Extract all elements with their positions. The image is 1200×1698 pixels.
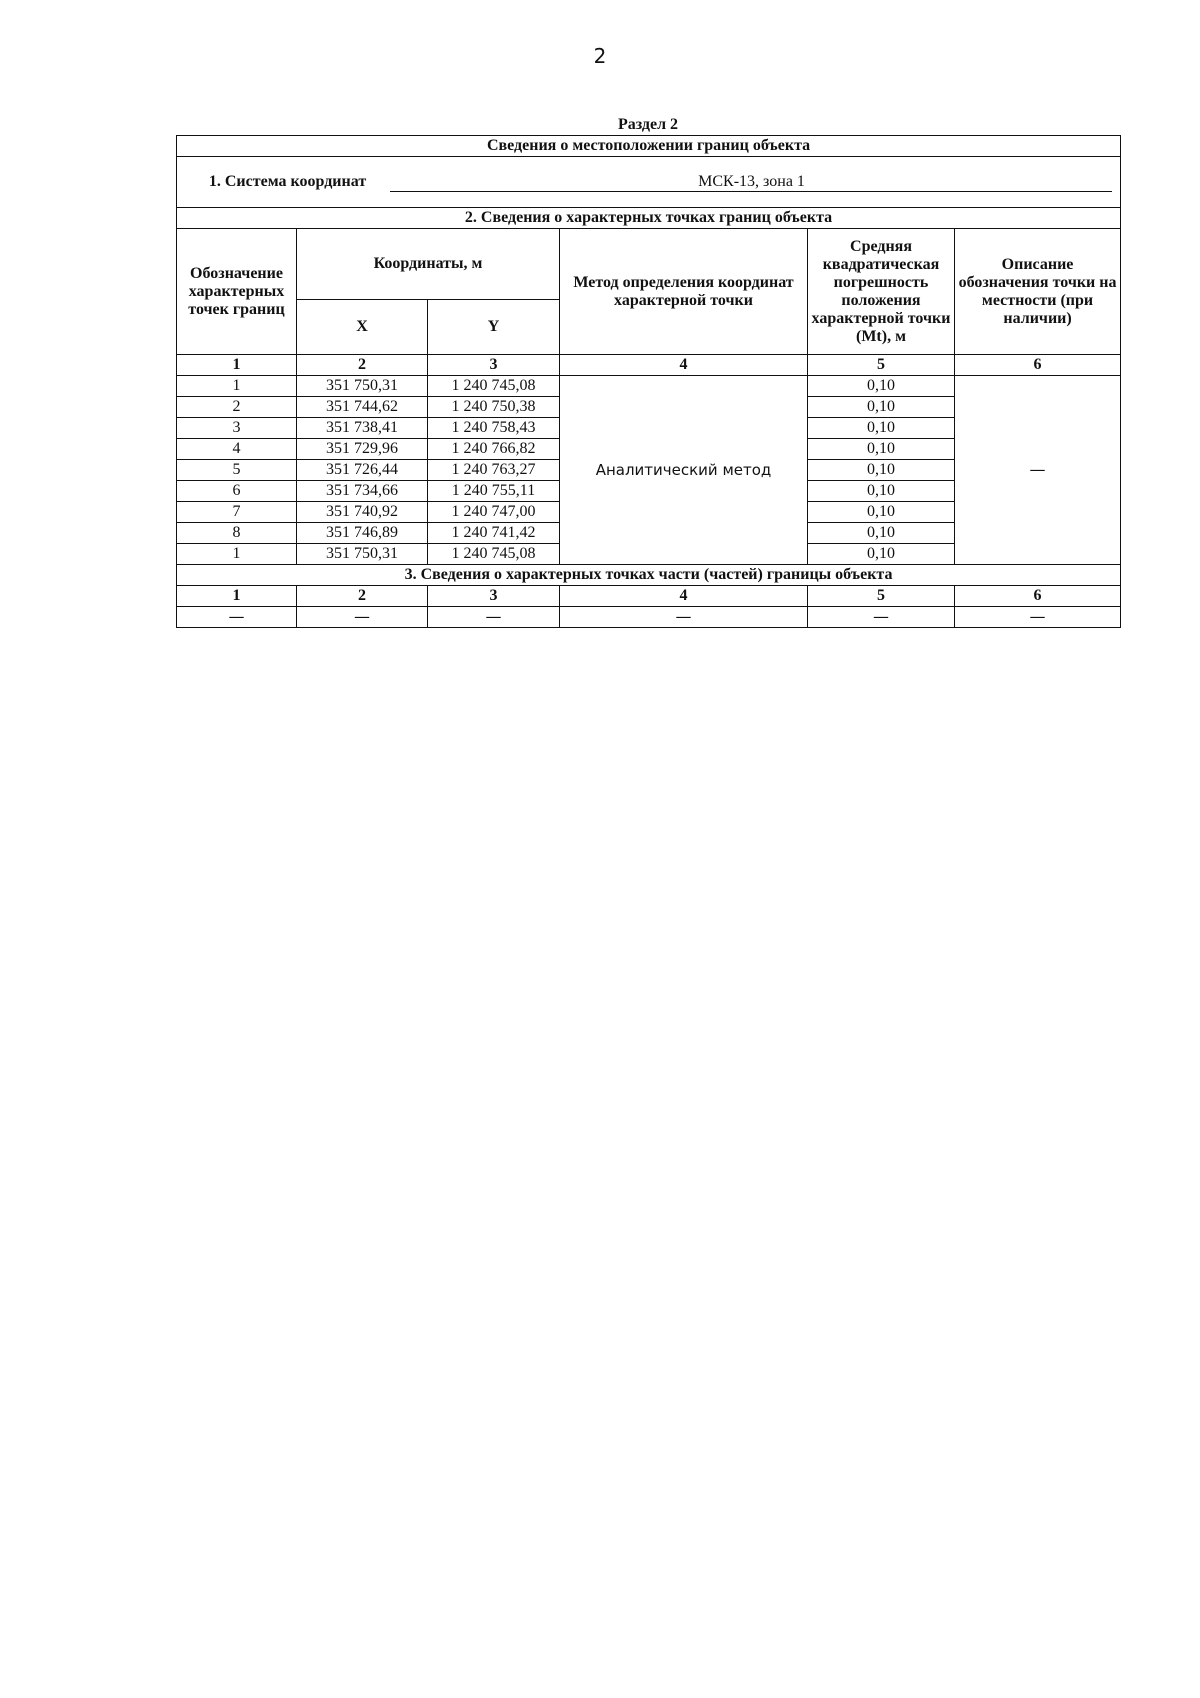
header-error: Средняя квадратическая погрешность положения характерной точки (Mt), м xyxy=(808,229,955,355)
column-number: 5 xyxy=(808,355,955,376)
empty-cell: — xyxy=(560,607,808,628)
coordinate-system-label: 1. Система координат xyxy=(208,172,367,190)
point-y: 1 240 763,27 xyxy=(428,460,560,481)
point-y: 1 240 745,08 xyxy=(428,544,560,565)
point-number: 4 xyxy=(177,439,297,460)
column-number: 4 xyxy=(560,586,808,607)
empty-cell: — xyxy=(808,607,955,628)
column-number: 1 xyxy=(177,586,297,607)
point-mt: 0,10 xyxy=(808,439,955,460)
empty-cell: — xyxy=(955,607,1121,628)
header-x: X xyxy=(297,300,428,355)
point-y: 1 240 747,00 xyxy=(428,502,560,523)
boundary-table xyxy=(176,135,1121,628)
point-mt: 0,10 xyxy=(808,502,955,523)
header-y: Y xyxy=(428,300,560,355)
column-number: 6 xyxy=(955,586,1121,607)
column-number: 3 xyxy=(428,586,560,607)
point-number: 7 xyxy=(177,502,297,523)
parts-section-title: 3. Сведения о характерных точках части (частей) границы объекта xyxy=(177,565,1121,586)
point-mt: 0,10 xyxy=(808,376,955,397)
column-number: 1 xyxy=(177,355,297,376)
point-number: 8 xyxy=(177,523,297,544)
point-y: 1 240 745,08 xyxy=(428,376,560,397)
points-section-title: 2. Сведения о характерных точках границ объекта xyxy=(177,208,1121,229)
point-x: 351 750,31 xyxy=(297,376,428,397)
point-number: 1 xyxy=(177,544,297,565)
column-number: 2 xyxy=(297,586,428,607)
column-number: 3 xyxy=(428,355,560,376)
point-number: 6 xyxy=(177,481,297,502)
point-x: 351 740,92 xyxy=(297,502,428,523)
empty-cell: — xyxy=(177,607,297,628)
header-point-designation: Обозначение характерных точек границ xyxy=(177,229,297,355)
table-row xyxy=(177,607,1121,628)
description-value: — xyxy=(955,376,1121,565)
table-title: Сведения о местоположении границ объекта xyxy=(177,136,1121,157)
point-y: 1 240 758,43 xyxy=(428,418,560,439)
empty-cell: — xyxy=(297,607,428,628)
coordinate-system-row xyxy=(177,157,1121,208)
point-mt: 0,10 xyxy=(808,544,955,565)
point-mt: 0,10 xyxy=(808,460,955,481)
point-number: 2 xyxy=(177,397,297,418)
header-coordinates: Координаты, м xyxy=(297,229,560,300)
point-mt: 0,10 xyxy=(808,418,955,439)
column-number: 4 xyxy=(560,355,808,376)
point-x: 351 746,89 xyxy=(297,523,428,544)
point-number: 1 xyxy=(177,376,297,397)
point-number: 3 xyxy=(177,418,297,439)
point-x: 351 734,66 xyxy=(297,481,428,502)
point-mt: 0,10 xyxy=(808,523,955,544)
point-number: 5 xyxy=(177,460,297,481)
point-y: 1 240 741,42 xyxy=(428,523,560,544)
column-number: 5 xyxy=(808,586,955,607)
point-y: 1 240 766,82 xyxy=(428,439,560,460)
point-x: 351 726,44 xyxy=(297,460,428,481)
point-x: 351 750,31 xyxy=(297,544,428,565)
header-description: Описание обозначения точки на местности (при наличии) xyxy=(955,229,1121,355)
column-number: 2 xyxy=(297,355,428,376)
point-mt: 0,10 xyxy=(808,397,955,418)
method-value: Аналитический метод xyxy=(560,376,808,565)
header-method: Метод определения координат характерной точки xyxy=(560,229,808,355)
point-x: 351 729,96 xyxy=(297,439,428,460)
section-title: Раздел 2 xyxy=(617,116,679,133)
table-row xyxy=(177,376,1121,397)
point-y: 1 240 755,11 xyxy=(428,481,560,502)
point-x: 351 738,41 xyxy=(297,418,428,439)
page-number: 2 xyxy=(593,44,607,68)
coordinate-system-value: МСК-13, зона 1 xyxy=(390,173,1112,192)
empty-cell: — xyxy=(428,607,560,628)
point-mt: 0,10 xyxy=(808,481,955,502)
point-x: 351 744,62 xyxy=(297,397,428,418)
point-y: 1 240 750,38 xyxy=(428,397,560,418)
column-number: 6 xyxy=(955,355,1121,376)
